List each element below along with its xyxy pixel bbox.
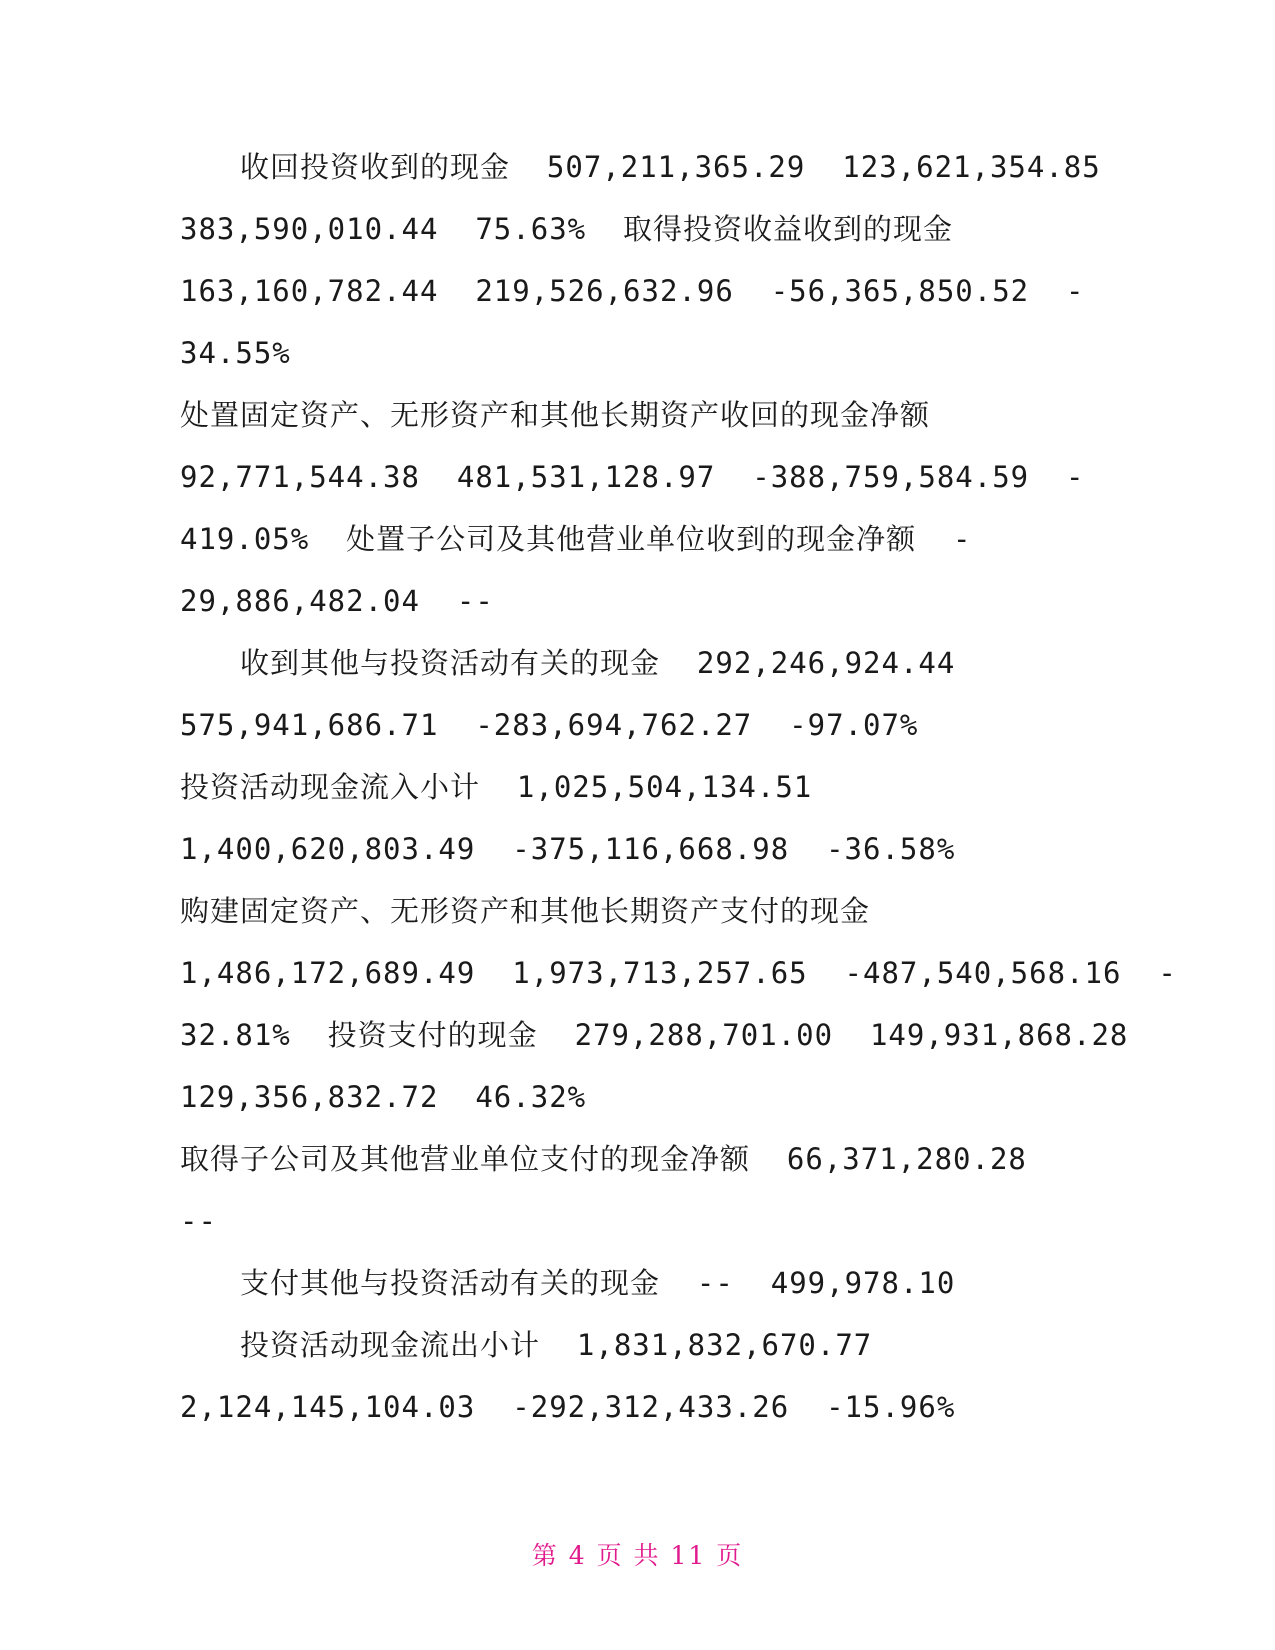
- text-line: 419.05% 处置子公司及其他营业单位收到的现金净额 -: [180, 522, 972, 556]
- text-line: 收回投资收到的现金 507,211,365.29 123,621,354.85: [240, 150, 1101, 184]
- text-line: 收到其他与投资活动有关的现金 292,246,924.44: [240, 646, 956, 680]
- page-number-footer: 第 4 页 共 11 页: [531, 1541, 744, 1570]
- text-line: 处置固定资产、无形资产和其他长期资产收回的现金净额: [180, 398, 931, 432]
- text-line: 1,486,172,689.49 1,973,713,257.65 -487,540,568.16 -: [180, 956, 1177, 990]
- text-line: 92,771,544.38 481,531,128.97 -388,759,584.59 -: [180, 460, 1085, 494]
- text-line: 32.81% 投资支付的现金 279,288,701.00 149,931,868.28: [180, 1018, 1129, 1052]
- text-line: 383,590,010.44 75.63% 取得投资收益收到的现金: [180, 212, 954, 246]
- text-line: 取得子公司及其他营业单位支付的现金净额 66,371,280.28: [180, 1142, 1027, 1176]
- text-line: 支付其他与投资活动有关的现金 -- 499,978.10: [240, 1266, 956, 1300]
- text-line: 1,400,620,803.49 -375,116,668.98 -36.58%: [180, 832, 956, 866]
- text-line: 163,160,782.44 219,526,632.96 -56,365,850.52 -: [180, 274, 1085, 308]
- text-line: 129,356,832.72 46.32%: [180, 1080, 587, 1114]
- text-line: 投资活动现金流入小计 1,025,504,134.51: [180, 770, 813, 804]
- text-line: 购建固定资产、无形资产和其他长期资产支付的现金: [180, 894, 871, 928]
- text-line: 2,124,145,104.03 -292,312,433.26 -15.96%: [180, 1390, 956, 1424]
- document-body: [180, 136, 1177, 1438]
- text-line: 575,941,686.71 -283,694,762.27 -97.07%: [180, 708, 919, 742]
- text-line: 29,886,482.04 --: [180, 584, 494, 618]
- text-line: 投资活动现金流出小计 1,831,832,670.77: [240, 1328, 873, 1362]
- text-line: 34.55%: [180, 336, 291, 370]
- text-line: --: [180, 1204, 217, 1238]
